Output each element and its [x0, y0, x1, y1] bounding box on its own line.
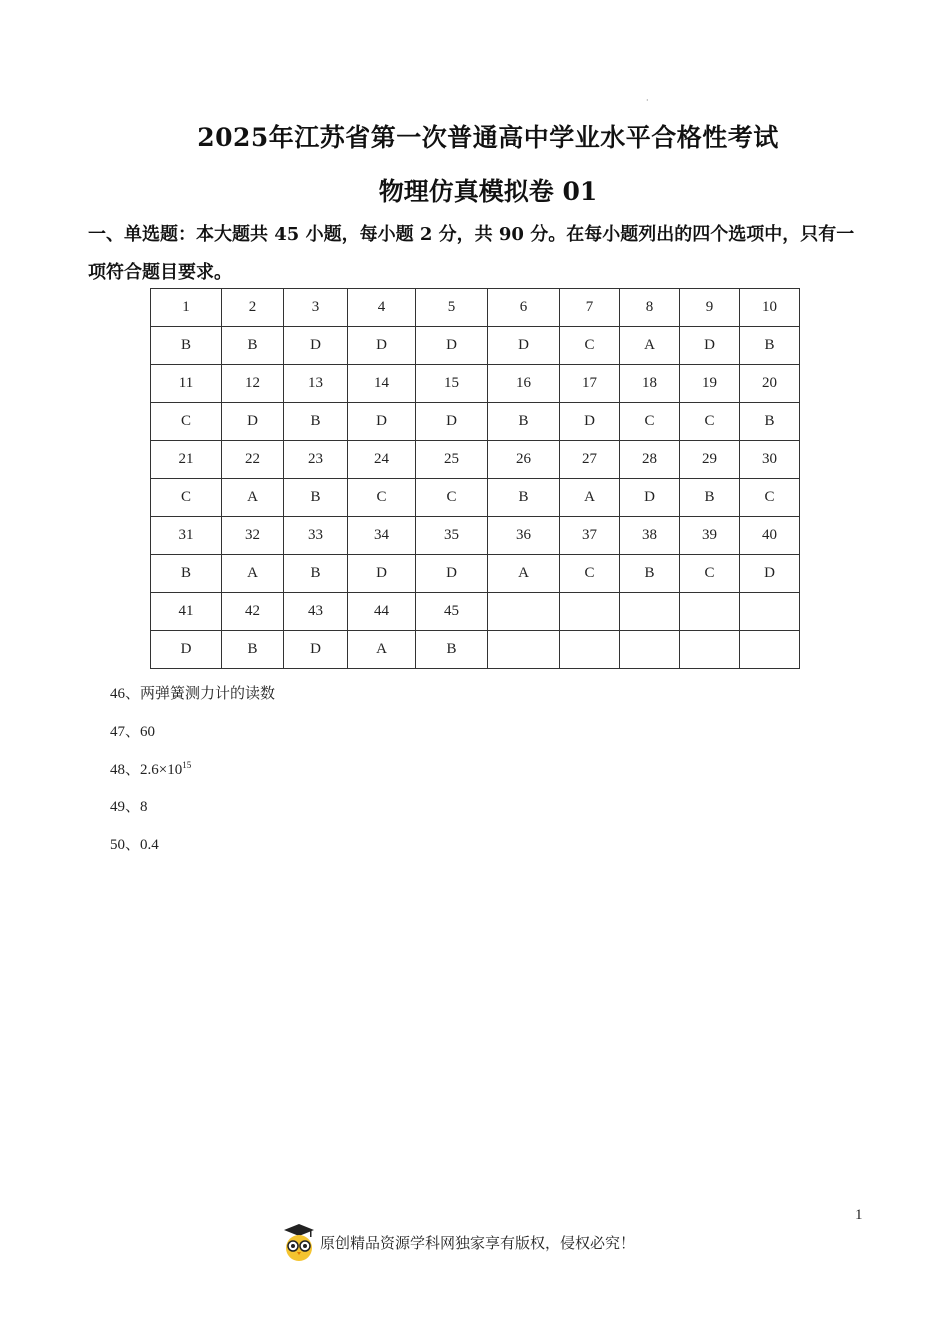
question-number-cell: 38: [620, 517, 680, 555]
question-number-cell: 11: [151, 365, 222, 403]
copyright-text: 原创精品资源学科网独家享有版权，侵权必究！: [320, 1233, 636, 1252]
question-number-cell: 6: [488, 289, 560, 327]
answer-cell: D: [348, 403, 416, 441]
question-number-cell: 16: [488, 365, 560, 403]
question-number-cell: 9: [680, 289, 740, 327]
question-number-cell: 8: [620, 289, 680, 327]
question-number-cell: 23: [284, 441, 348, 479]
question-number-cell: 42: [222, 593, 284, 631]
answer-cell: D: [740, 555, 800, 593]
question-number-cell: 29: [680, 441, 740, 479]
answer-cell: A: [222, 555, 284, 593]
answer-cell: D: [222, 403, 284, 441]
answer-cell: [620, 631, 680, 669]
answer-cell: B: [284, 403, 348, 441]
question-number-cell: 41: [151, 593, 222, 631]
question-number-cell: 26: [488, 441, 560, 479]
question-number-cell: 28: [620, 441, 680, 479]
answer-cell: C: [416, 479, 488, 517]
answer-cell: B: [680, 479, 740, 517]
question-number-cell: 3: [284, 289, 348, 327]
answer-cell: C: [680, 555, 740, 593]
question-number-cell: 45: [416, 593, 488, 631]
answer-cell: D: [416, 403, 488, 441]
question-number-cell: 25: [416, 441, 488, 479]
answer-row: [151, 327, 800, 365]
owl-graduate-icon: [282, 1222, 316, 1262]
answer-table: [150, 288, 800, 669]
question-number-cell: 32: [222, 517, 284, 555]
answer-cell: C: [151, 403, 222, 441]
answer-row: [151, 555, 800, 593]
answer-cell: B: [488, 403, 560, 441]
answer-cell: B: [284, 479, 348, 517]
answer-cell: B: [740, 327, 800, 365]
answer-cell: B: [488, 479, 560, 517]
question-number-cell: 30: [740, 441, 800, 479]
question-number-cell: 24: [348, 441, 416, 479]
answer-cell: B: [620, 555, 680, 593]
question-number-cell: 37: [560, 517, 620, 555]
answer-row: [151, 479, 800, 517]
question-number-cell: 18: [620, 365, 680, 403]
answer-cell: C: [680, 403, 740, 441]
answer-48-exponent: 15: [182, 760, 192, 770]
question-number-cell: 14: [348, 365, 416, 403]
answer-47: 47、60: [110, 724, 156, 740]
answer-cell: [560, 631, 620, 669]
answer-cell: C: [620, 403, 680, 441]
page-number: 1: [855, 1207, 863, 1223]
question-number-cell: [560, 593, 620, 631]
answer-cell: [488, 631, 560, 669]
exam-title: 2025年江苏省第一次普通高中学业水平合格性考试: [197, 123, 779, 152]
question-number-cell: 36: [488, 517, 560, 555]
exam-subtitle: 物理仿真模拟卷 01: [378, 177, 598, 206]
answer-50: 50、0.4: [110, 837, 159, 853]
question-number-row: [151, 365, 800, 403]
answer-cell: A: [620, 327, 680, 365]
answer-cell: C: [740, 479, 800, 517]
answer-cell: D: [416, 555, 488, 593]
answer-cell: D: [680, 327, 740, 365]
answer-cell: D: [488, 327, 560, 365]
question-number-cell: 33: [284, 517, 348, 555]
question-number-cell: 22: [222, 441, 284, 479]
question-number-row: [151, 289, 800, 327]
answer-48: [110, 758, 191, 779]
answer-cell: B: [151, 555, 222, 593]
question-number-cell: 35: [416, 517, 488, 555]
section-instruction: 一、单选题：本大题共 45 小题，每小题 2 分，共 90 分。在每小题列出的四个选项中，只有一项符合题目要求。: [88, 224, 855, 283]
question-number-cell: 39: [680, 517, 740, 555]
question-number-row: [151, 517, 800, 555]
question-number-cell: 5: [416, 289, 488, 327]
answer-cell: D: [560, 403, 620, 441]
answer-48-base: 48、2.6×10: [110, 762, 183, 778]
answer-cell: C: [560, 327, 620, 365]
question-number-cell: 4: [348, 289, 416, 327]
answer-cell: B: [222, 631, 284, 669]
answer-cell: B: [416, 631, 488, 669]
question-number-cell: 43: [284, 593, 348, 631]
answer-46: 46、两弹簧测力计的读数: [110, 686, 276, 702]
answer-cell: B: [151, 327, 222, 365]
question-number-cell: [620, 593, 680, 631]
answer-cell: B: [740, 403, 800, 441]
question-number-cell: 17: [560, 365, 620, 403]
answer-cell: C: [151, 479, 222, 517]
answer-cell: B: [284, 555, 348, 593]
question-number-cell: 20: [740, 365, 800, 403]
answer-cell: D: [348, 555, 416, 593]
answer-cell: D: [416, 327, 488, 365]
question-number-row: [151, 441, 800, 479]
question-number-cell: 12: [222, 365, 284, 403]
question-number-cell: 21: [151, 441, 222, 479]
question-number-cell: 13: [284, 365, 348, 403]
answer-row: [151, 403, 800, 441]
question-number-cell: 2: [222, 289, 284, 327]
answer-cell: A: [488, 555, 560, 593]
stray-dot: ·: [646, 96, 649, 105]
answer-cell: A: [222, 479, 284, 517]
question-number-cell: 15: [416, 365, 488, 403]
answer-cell: C: [348, 479, 416, 517]
answer-cell: D: [284, 327, 348, 365]
answer-cell: B: [222, 327, 284, 365]
question-number-cell: 7: [560, 289, 620, 327]
question-number-cell: 27: [560, 441, 620, 479]
question-number-row: [151, 593, 800, 631]
question-number-cell: [740, 593, 800, 631]
question-number-cell: 44: [348, 593, 416, 631]
copyright-footer: [282, 1222, 635, 1262]
question-number-cell: 19: [680, 365, 740, 403]
question-number-cell: [488, 593, 560, 631]
answer-cell: C: [560, 555, 620, 593]
answer-49: 49、8: [110, 799, 148, 815]
question-number-cell: 1: [151, 289, 222, 327]
answer-cell: D: [348, 327, 416, 365]
answer-cell: [680, 631, 740, 669]
answer-cell: D: [620, 479, 680, 517]
answer-row: [151, 631, 800, 669]
question-number-cell: 10: [740, 289, 800, 327]
answer-cell: A: [348, 631, 416, 669]
question-number-cell: [680, 593, 740, 631]
question-number-cell: 31: [151, 517, 222, 555]
answer-cell: D: [284, 631, 348, 669]
question-number-cell: 34: [348, 517, 416, 555]
question-number-cell: 40: [740, 517, 800, 555]
answer-cell: A: [560, 479, 620, 517]
answer-cell: [740, 631, 800, 669]
answer-cell: D: [151, 631, 222, 669]
